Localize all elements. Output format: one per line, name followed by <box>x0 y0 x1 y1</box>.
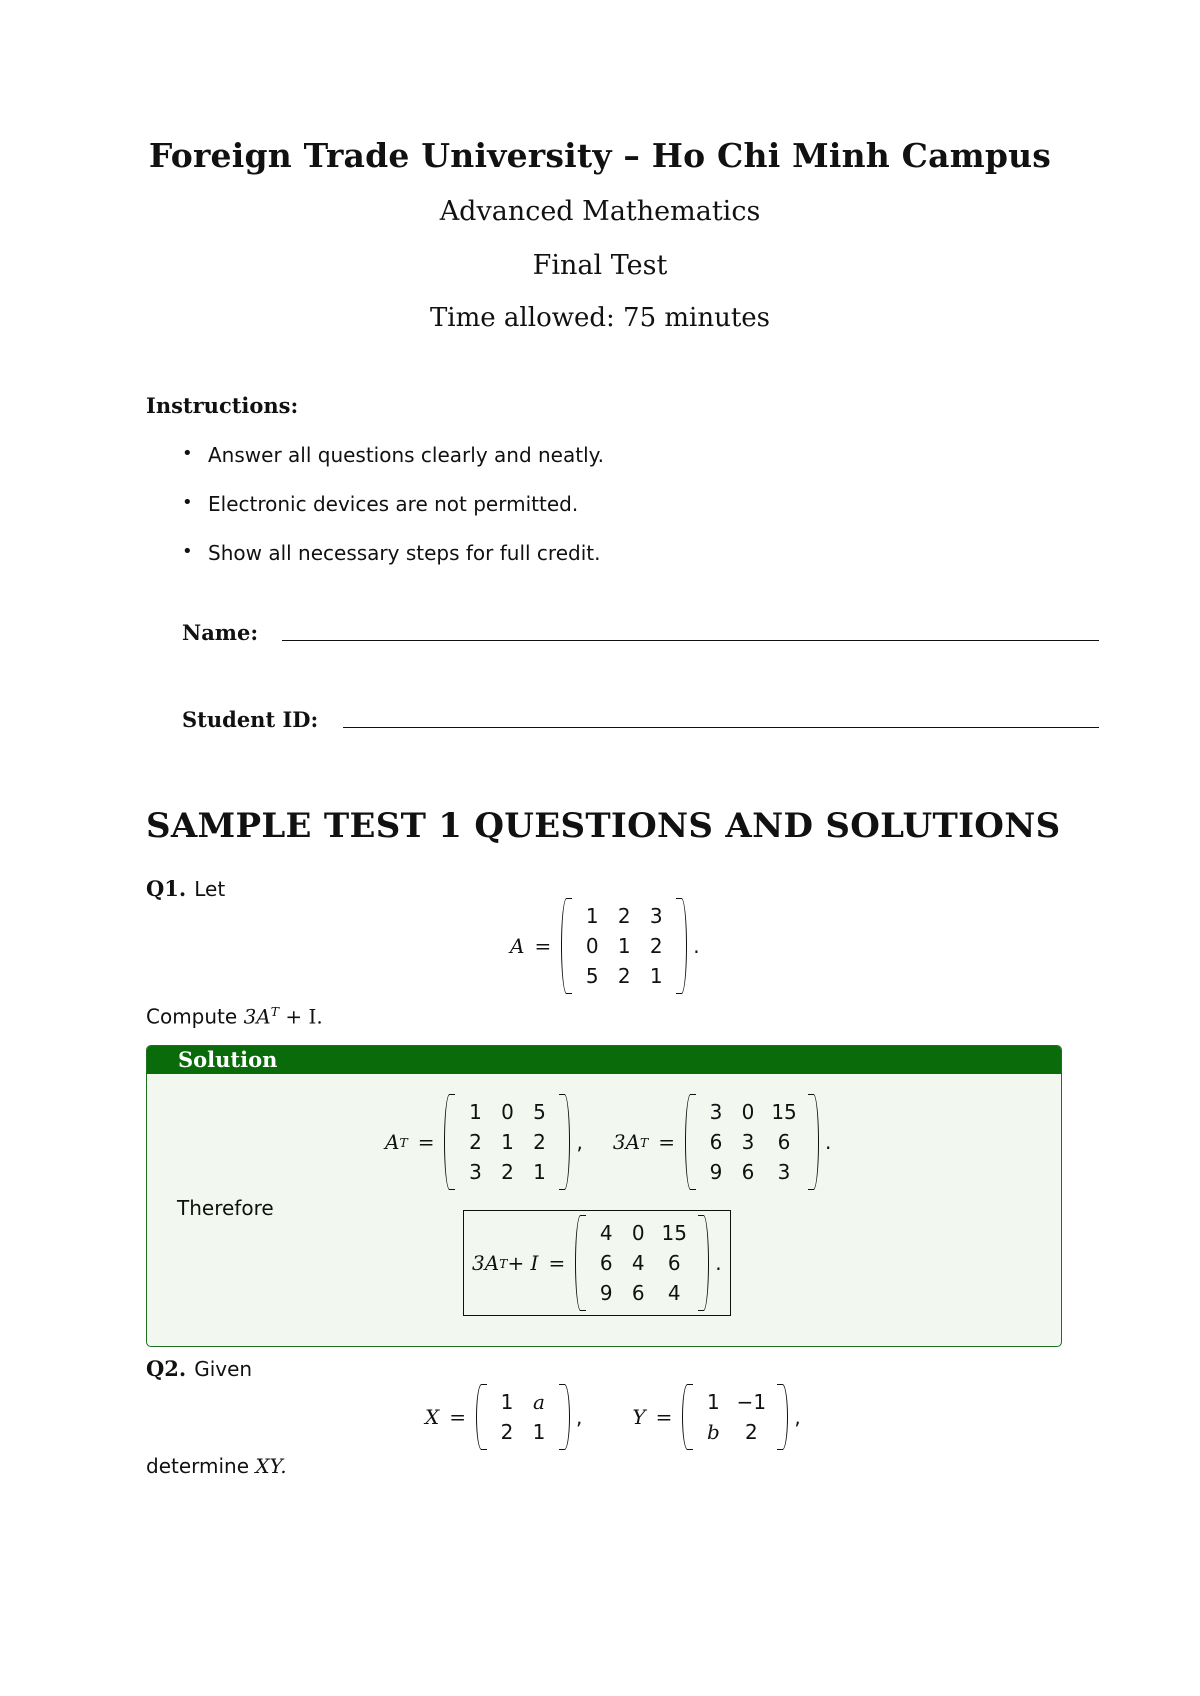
instruction-item: • Electronic devices are not permitted. <box>182 492 604 541</box>
name-label: Name: <box>182 620 259 645</box>
q1-matrix-name: A <box>510 934 525 958</box>
matrix-Y <box>682 1384 788 1450</box>
result-suffix: + I <box>507 1251 539 1275</box>
matrix-cell: 6 <box>631 1281 645 1305</box>
matrix-cell: 6 <box>777 1130 791 1154</box>
q1-task-prefix: Compute <box>146 1004 238 1029</box>
matrix-cell: 1 <box>706 1390 720 1414</box>
q1-task <box>146 1004 323 1029</box>
q2-task <box>146 1454 287 1478</box>
matrix-cell: 5 <box>533 1100 546 1124</box>
matrix-cell: 0 <box>741 1100 755 1124</box>
matrix-cell: 9 <box>599 1281 613 1305</box>
q2-number: Q2. <box>146 1356 187 1381</box>
matrix-cell: 0 <box>631 1221 645 1245</box>
matrix-cell: 2 <box>469 1130 482 1154</box>
result-box: 3A T + I = 4 0 15 6 4 6 9 6 4 . <box>463 1210 731 1316</box>
matrix-cell: 3 <box>649 904 663 928</box>
name-line[interactable] <box>282 640 1099 641</box>
matrix-cell: 5 <box>585 964 599 988</box>
matrix-cell: 4 <box>631 1251 645 1275</box>
matrix-cell: 1 <box>533 1160 546 1184</box>
matrix-cell: 3 <box>709 1100 723 1124</box>
result-label: 3A <box>472 1251 500 1275</box>
matrix-cell: 4 <box>667 1281 681 1305</box>
q2-task-prefix: determine <box>146 1454 250 1478</box>
matrix-cell: 9 <box>709 1160 723 1184</box>
matrix-cell: 15 <box>661 1221 687 1245</box>
course-title: Advanced Mathematics <box>439 196 761 227</box>
matrix-cell: 6 <box>599 1251 613 1275</box>
matrix-cell: 3 <box>469 1160 482 1184</box>
student-id-label: Student ID: <box>182 707 319 732</box>
q1-task-expr: 3A <box>243 1004 271 1029</box>
q1-intro: Let <box>194 877 226 901</box>
time-allowed: Time allowed: 75 minutes <box>429 303 771 333</box>
three-at-label: 3A <box>612 1130 641 1154</box>
matrix-cell: 1 <box>500 1390 514 1414</box>
instruction-item: • Answer all questions clearly and neatly. <box>182 443 604 492</box>
matrix-3AT <box>685 1094 819 1190</box>
matrix-cell: 3 <box>741 1130 755 1154</box>
y-name: Y <box>632 1405 646 1429</box>
matrix-cell: 15 <box>771 1100 797 1124</box>
matrix-cell: 6 <box>709 1130 723 1154</box>
matrix-cell: 2 <box>617 964 631 988</box>
matrix-cell: 2 <box>744 1420 758 1444</box>
test-title: Final Test <box>532 250 668 281</box>
university-title: Foreign Trade University – Ho Chi Minh Campus <box>148 136 1052 175</box>
matrix-cell: 3 <box>777 1160 791 1184</box>
matrix-cell: 1 <box>617 934 631 958</box>
solution-transpose-line: A T = 1 0 5 2 1 2 3 2 1 , 3A T = 3 0 15 6 3 6 9 6 3 . <box>385 1094 831 1190</box>
matrix-cell: 2 <box>500 1420 514 1444</box>
matrix-X <box>476 1384 570 1450</box>
at-sup: T <box>399 1134 408 1150</box>
q1-number: Q1. <box>146 876 187 901</box>
q2-intro: Given <box>194 1357 253 1381</box>
result-sup: T <box>499 1255 508 1271</box>
therefore-text: Therefore <box>177 1196 274 1220</box>
q2-matrix-equation: X = 1 a 2 1 , Y = 1 −1 b 2 , <box>425 1384 801 1450</box>
matrix-cell: a <box>533 1390 545 1414</box>
matrix-cell: 4 <box>599 1221 613 1245</box>
x-name: X <box>425 1405 440 1429</box>
instructions-heading: Instructions: <box>146 393 299 418</box>
matrix-cell: 1 <box>532 1420 546 1444</box>
matrix-cell: 1 <box>649 964 663 988</box>
three-at-sup: T <box>640 1134 649 1150</box>
instruction-item: • Show all necessary steps for full credit. <box>182 541 604 590</box>
matrix-cell: b <box>706 1420 720 1444</box>
q2-intro-line <box>146 1356 252 1381</box>
solution-title: Solution <box>147 1046 1061 1074</box>
matrix-cell: 1 <box>469 1100 482 1124</box>
matrix-cell: −1 <box>736 1390 767 1414</box>
matrix-A <box>561 898 687 994</box>
matrix-cell: 1 <box>585 904 599 928</box>
matrix-cell: 2 <box>501 1160 514 1184</box>
matrix-cell: 1 <box>501 1130 514 1154</box>
matrix-cell: 2 <box>533 1130 546 1154</box>
instructions-list <box>182 443 604 590</box>
q2-task-expr: XY. <box>255 1454 287 1478</box>
matrix-cell: 0 <box>501 1100 514 1124</box>
matrix-cell: 6 <box>741 1160 755 1184</box>
matrix-result <box>575 1215 709 1311</box>
q1-matrix-equation: A = 1 2 3 0 1 2 5 2 1 . <box>510 898 700 994</box>
matrix-cell: 2 <box>649 934 663 958</box>
q1-intro-line <box>146 876 225 901</box>
matrix-cell: 0 <box>585 934 599 958</box>
section-title: SAMPLE TEST 1 QUESTIONS AND SOLUTIONS <box>146 806 1061 846</box>
student-id-line[interactable] <box>343 727 1099 728</box>
q1-task-sup: T <box>270 1004 279 1019</box>
matrix-cell: 6 <box>667 1251 681 1275</box>
matrix-AT <box>444 1094 570 1190</box>
q1-task-suffix: + I. <box>279 1004 323 1029</box>
matrix-cell: 2 <box>617 904 631 928</box>
at-label: A <box>385 1130 400 1154</box>
